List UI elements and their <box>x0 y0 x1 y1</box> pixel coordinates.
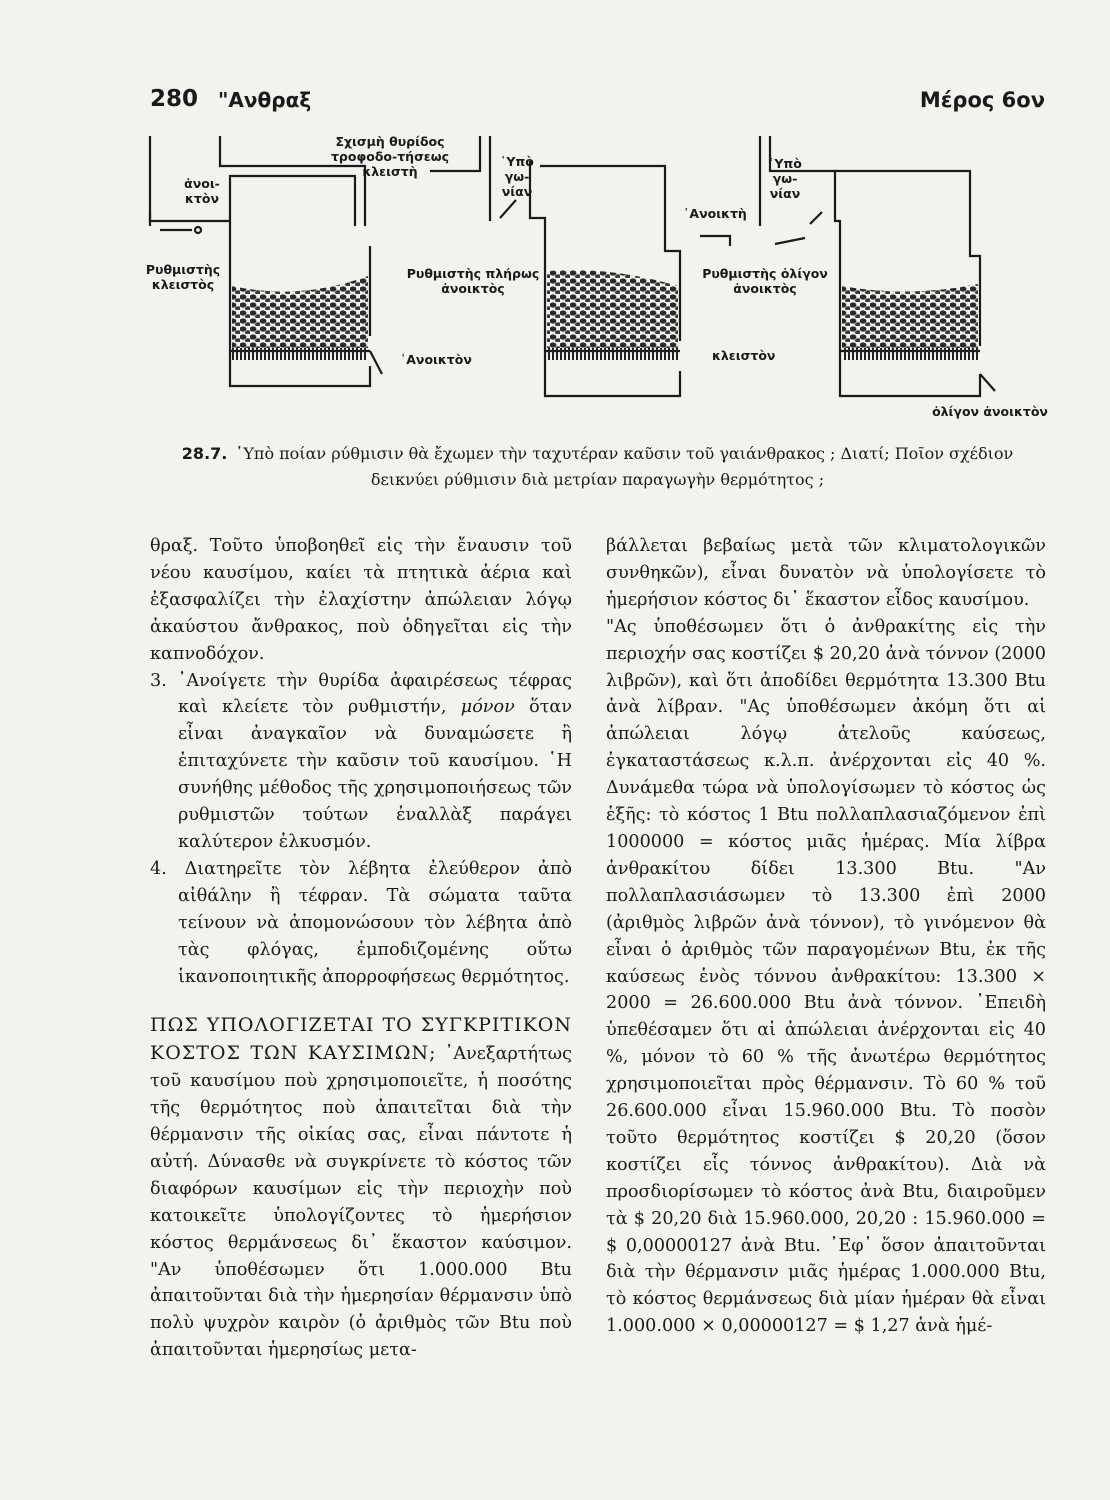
furnace-diagrams-svg <box>120 126 1050 456</box>
section-heading: ΠΩΣ ΥΠΟΛΟΓΙΖΕΤΑΙ ΤΟ ΣΥΓΚΡΙΤΙΚΟΝ ΚΟΣΤΟΣ ΤΩΝ ΚΑΥΣΙΜΩΝ; <box>150 1014 572 1065</box>
item-4-number: 4. <box>150 858 167 879</box>
coal-bed-2 <box>547 270 678 348</box>
left-column <box>150 533 572 1364</box>
figure-caption <box>150 441 1045 493</box>
grate-1 <box>232 348 368 360</box>
grate-3 <box>842 348 978 360</box>
label-anoikti: ᾽Ανοικτὴ <box>683 206 747 221</box>
caption-text: ῾Υπὸ ποίαν ρύθμισιν θὰ ἔχωμεν τὴν ταχυτέραν καῦσιν τοῦ γαιάνθρακος ; Διατί; Ποῖον σχέδιον δεικνύει ρύθμισιν διὰ μετρίαν παραγωγὴν θερμότητος ; <box>235 444 1014 489</box>
right-column <box>606 533 1046 1340</box>
right-paragraph-2: "Ας ὑποθέσωμεν ὅτι ὁ ἀνθρακίτης εἰς τὴν περιοχήν σας κοστίζει $ 20,20 ἀνὰ τόννον (2000 λιβρῶν), καὶ ὅτι ἀποδίδει θερμότητα 13.300 Btu ἀνὰ λίβραν. "Ας ὑποθέσωμεν ἀκόμη ὅτι αἱ ἀπώλειαι λόγῳ ἀτελοῦς καύσεως, ἐγκαταστάσεως κ.λ.π. ἀνέρχονται εἰς 40 %. Δυνάμεθα τώρα νὰ ὑπολογίσωμεν τὸ κόστος ὡς ἑξῆς: τὸ κόστος 1 Btu πολλαπλασιαζόμενον ἐπὶ 1000000 = κόστος μιᾶς ἡμέρας. Μία λίβρα ἀνθρακίτου δίδει 13.300 Btu. "Αν πολλαπλασιάσωμεν τὸ 13.300 ἐπὶ 2000 (ἀριθμὸς λιβρῶν ἀνὰ τόννον), τὸ γινόμενον θὰ εἶναι ὁ ἀριθμὸς τῶν παραγομένων Btu, ἐκ τῆς καύσεως ἑνὸς τόννου ἀνθρακίτου: 13.300 × 2000 = 26.600.000 Btu ἀνὰ τόννον. ᾽Επειδὴ ὑπεθέσαμεν ὅτι αἱ ἀπώλειαι ἀνέρχονται εἰς 40 %, μόνον τὸ 60 % τῆς ἀνωτέρω θερμότητος χρησιμοποιεῖται πρὸς θέρμανσιν. Τὸ 60 % τοῦ 26.600.000 εἶναι 15.960.000 Btu. Τὸ ποσὸν τοῦτο θερμότητος κοστίζει $ 20,20 (ὅσον κοστίζει εἷς τόννος ἀνθρακίτου). Διὰ νὰ προσδιορίσωμεν τὸ κόστος ἀνὰ Btu, διαιροῦμεν τὰ $ 20,20 διὰ 15.960.000, 20,20 : 15.960.000 = $ 0,00000127 ἀνὰ Btu. ᾽Εφ᾽ ὅσον ἀπαιτοῦνται διὰ τὴν θέρμανσιν μιᾶς ἡμέρας 1.000.000 Btu, τὸ κόστος θερμάνσεως διὰ μίαν ἡμέραν θὰ εἶναι 1.000.000 × 0,00000127 = $ 1,27 ἀνὰ ἡμέ- <box>606 616 1046 1337</box>
section-heading-paragraph <box>150 1012 572 1364</box>
item-3-number: 3. <box>150 670 167 691</box>
label-kleiston: κλειστὸν <box>712 348 776 363</box>
item-3-text-a: ᾽Ανοίγετε τὴν θυρίδα ἀφαιρέσεως τέφρας καὶ κλείετε τὸν ρυθμιστήν, <box>177 670 572 718</box>
label-anoikton-bottom: ᾽Ανοικτὸν <box>400 352 472 367</box>
list-item-3 <box>150 668 572 856</box>
coal-bed-3 <box>842 284 978 348</box>
furnace-diagram-figure <box>120 126 1050 456</box>
page-number: 280 <box>150 86 199 112</box>
label-feed-door-slot: Σχισμὴ θυρίδος τροφοδο-τήσεως κλειστὴ <box>330 134 450 179</box>
label-oligon-anoikton: ὀλίγον ἀνοικτὸν <box>932 404 1048 419</box>
label-damper-slightly-open: Ρυθμιστὴς ὀλίγον ἀνοικτὸς <box>702 266 828 296</box>
label-ypo-gonian-2: ῾Υπὸ γω-νίαν <box>768 156 802 201</box>
furnace-3 <box>820 171 995 396</box>
page-header <box>150 86 1045 126</box>
left-paragraph-2: ᾽Ανεξαρτήτως τοῦ καυσίμου ποὺ χρησιμοποιεῖτε, ἡ ποσότης τῆς θερμότητος ποὺ ἀπαιτεῖται διὰ τὴν θέρμανσιν τῆς οἰκίας σας, εἶναι πάντοτε ἡ αὐτή. Δύνασθε νὰ συγκρίνετε τὸ κόστος τῶν διαφόρων καυσίμων εἰς τὴν περιοχὴν ποὺ κατοικεῖτε ὑπολογίζοντες τὸ ἡμερήσιον κόστος θερμάνσεως δι᾽ ἕκαστον καύσιμον. "Αν ὑποθέσωμεν ὅτι 1.000.000 Btu ἀπαιτοῦνται διὰ τὴν ἡμερησίαν θέρμανσιν ὑπὸ πολὺ ψυχρὸν καιρὸν (ὁ ἀριθμὸς τῶν Btu ποὺ ἀπαιτοῦνται ἡμερησίως μετα- <box>150 1044 572 1361</box>
item-3-emphasis: μόνον <box>460 697 515 718</box>
label-ypo-gonian-1: ῾Υπὸ γω-νίαν <box>500 154 534 199</box>
list-item-4 <box>150 856 572 991</box>
caption-number: 28.7. <box>181 444 228 463</box>
right-paragraph-1: βάλλεται βεβαίως μετὰ τῶν κλιματολογικῶν συνθηκῶν), εἶναι δυνατὸν νὰ ὑπολογίσετε τὸ ἡμερήσιον κόστος δι᾽ ἕκαστον εἶδος καυσίμου. <box>606 536 1046 610</box>
chapter-title: "Ανθραξ <box>218 88 312 112</box>
item-3-text-b: ὅταν εἶναι ἀναγκαῖον νὰ δυναμώσετε ἢ ἐπιταχύνετε τὴν καῦσιν τοῦ καυσίμου. ῾Η συνήθης μέθοδος τῆς χρησιμοποιήσεως τῶν ρυθμιστῶν τούτων ἐναλλὰξ παράγει καλύτερον ἑλκυσμόν. <box>178 697 573 852</box>
label-damper-fully-open: Ρυθμιστὴς πλήρως ἀνοικτὸς <box>406 266 540 296</box>
part-label: Μέρος 6ον <box>919 88 1045 112</box>
label-anoikton-top: ἀνοι-κτὸν <box>184 176 220 206</box>
grate-2 <box>547 348 678 360</box>
left-paragraph-1: θραξ. Τοῦτο ὑποβοηθεῖ εἰς τὴν ἔναυσιν τοῦ νέου καυσίμου, καίει τὰ πτητικὰ ἀέρια καὶ ἐξασφαλίζει τὴν ἐλαχίστην ἀπώλειαν λόγῳ ἀκαύστου ἄνθρακος, ποὺ ὁδηγεῖται εἰς τὴν καπνοδόχον. <box>150 536 572 664</box>
coal-bed-1 <box>232 276 368 348</box>
label-damper-closed: Ρυθμιστὴς κλειστὸς <box>145 262 221 292</box>
item-4-text: Διατηρεῖτε τὸν λέβητα ἐλεύθερον ἀπὸ αἰθάλην ἢ τέφραν. Τὰ σώματα ταῦτα τείνουν νὰ ἀπομονώσουν τὸν λέβητα ἀπὸ τὰς φλόγας, ἐμποδιζομένης οὕτω ἱκανοποιητικῆς ἀπορροφήσεως θερμότητος. <box>178 858 573 987</box>
